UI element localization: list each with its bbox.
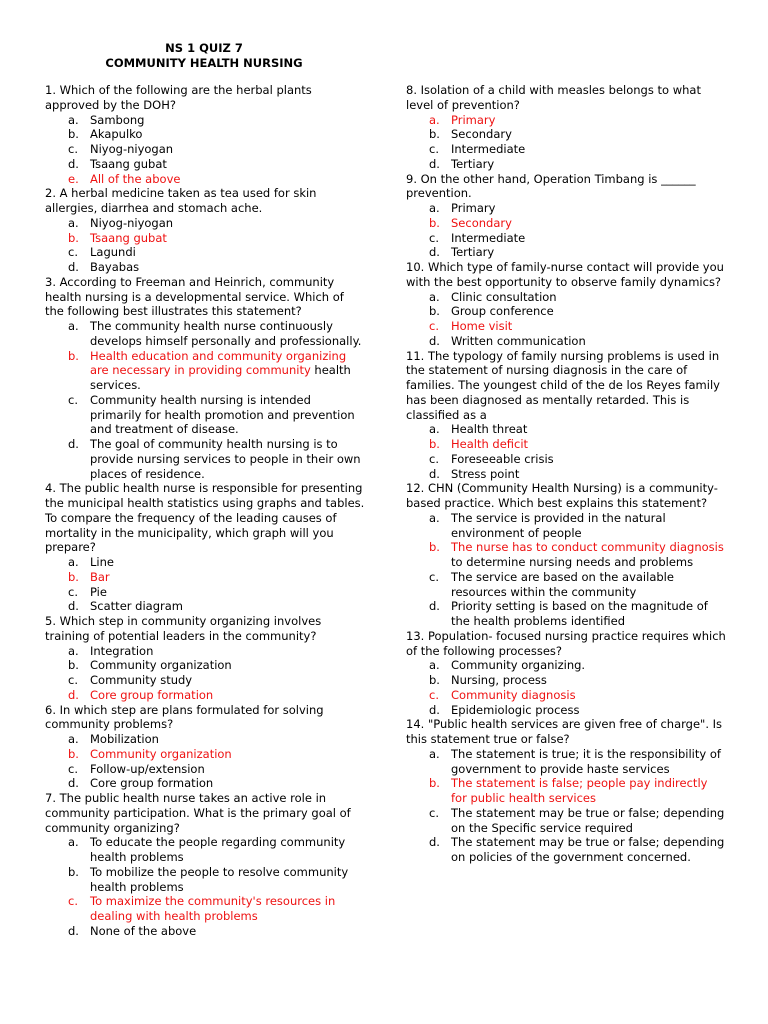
answer-option (45, 747, 365, 762)
question-block (406, 83, 726, 172)
option-text: The goal of community health nursing is to provide nursing services to people in their own places of residence. (90, 437, 361, 481)
question-text: 5. Which step in community organizing involves training of potential leaders in the community? (45, 614, 322, 643)
option-text: The statement is true; it is the responsibility of government to provide haste services (451, 746, 721, 776)
option-letter: c. (68, 392, 78, 407)
option-letter: a. (68, 555, 79, 569)
option-text: To educate the people regarding community health problems (90, 835, 346, 864)
option-text: Community organization (90, 746, 232, 761)
option-letter: b. (429, 437, 440, 451)
option-item (45, 732, 365, 747)
question-block (406, 172, 726, 261)
option-text: Community organization (90, 658, 232, 673)
option-list (45, 732, 365, 791)
option-letter: b. (68, 569, 79, 584)
option-item (45, 113, 365, 128)
option-text: To maximize the community's resources in dealing with health problems (90, 894, 336, 923)
option-text: Mobilization (90, 732, 159, 746)
option-letter: c. (429, 142, 439, 156)
option-letter: d. (429, 156, 440, 171)
option-text: The statement is false; people pay indirectly for public health services (451, 776, 708, 805)
question-text: 11. The typology of family nursing problems is used in the statement of nursing diagnosis in the care of families. The youngest child of the de los Reyes family has been diagnosed as mentally retarded. This is classified as a (406, 348, 720, 422)
option-text: Niyog-niyogan (90, 215, 174, 230)
answer-option (45, 570, 365, 585)
question-block (406, 629, 726, 718)
option-item (45, 673, 365, 688)
option-text: All of the above (90, 171, 181, 186)
option-letter: b. (68, 230, 79, 245)
option-text: Tsaang gubat (90, 156, 167, 171)
option-text: Priority setting is based on the magnitude of the health problems identified (451, 599, 708, 628)
option-letter: b. (68, 746, 79, 761)
option-item (406, 658, 726, 673)
option-text: Community organizing. (451, 658, 586, 673)
option-letter: d. (68, 156, 79, 171)
question-text: 3. According to Freeman and Heinrich, community health nursing is a developmental service. Which of the following best illustrates this statement? (45, 274, 344, 319)
option-letter: a. (68, 215, 79, 230)
option-text: Community diagnosis (451, 687, 576, 702)
option-text: Sambong (90, 112, 145, 127)
option-item (45, 555, 365, 570)
option-item (406, 806, 726, 836)
option-item (45, 924, 365, 939)
option-letter: c. (68, 673, 78, 687)
option-item (45, 142, 365, 157)
option-letter: d. (68, 776, 79, 791)
left-question-column (45, 83, 365, 939)
option-letter: b. (429, 540, 440, 555)
answer-option (406, 540, 726, 570)
answer-option (406, 113, 726, 128)
option-text: Health threat (451, 422, 528, 437)
option-letter: a. (429, 112, 440, 127)
option-text: Niyog-niyogan (90, 142, 174, 156)
option-text: The service is provided in the natural environment of people (451, 510, 666, 540)
option-text: The statement may be true or false; depending on policies of the government concerned. (451, 835, 725, 864)
answer-option (406, 776, 726, 806)
option-letter: a. (68, 112, 79, 127)
option-letter: c. (68, 761, 78, 776)
question-block (45, 791, 365, 939)
option-item (406, 231, 726, 246)
option-list (406, 113, 726, 172)
option-text: Line (90, 555, 114, 569)
option-text: Akapulko (90, 127, 143, 142)
option-item (406, 570, 726, 600)
option-letter: a. (429, 746, 440, 761)
question-block (45, 83, 365, 186)
option-text: Primary (451, 201, 496, 215)
option-letter: e. (68, 171, 79, 186)
option-letter: b. (429, 304, 440, 319)
option-list (45, 319, 365, 481)
option-text: Integration (90, 643, 154, 658)
option-item (45, 245, 365, 260)
option-list (45, 835, 365, 938)
option-letter: b. (429, 776, 440, 791)
option-letter: a. (429, 201, 440, 215)
question-text: 13. Population- focused nursing practice requires which of the following processes? (406, 628, 726, 658)
quiz-title: NS 1 QUIZ 7 (165, 41, 243, 55)
option-text: Tertiary (451, 245, 495, 260)
option-letter: a. (429, 422, 440, 437)
option-text: Pie (90, 584, 107, 599)
option-text: The community health nurse continuously develops himself personally and professionally. (90, 319, 362, 348)
option-text: Nursing, process (451, 673, 547, 687)
option-text: Epidemiologic process (451, 702, 580, 717)
option-letter: a. (429, 658, 440, 673)
option-item (45, 658, 365, 673)
option-item (406, 673, 726, 688)
option-list (406, 747, 726, 865)
option-letter: b. (68, 864, 79, 879)
option-letter: d. (68, 687, 79, 702)
option-item (406, 290, 726, 305)
option-list (45, 555, 365, 614)
option-text: Community study (90, 673, 193, 687)
option-text: Group conference (451, 304, 554, 319)
question-block (45, 703, 365, 792)
option-letter: a. (429, 510, 440, 525)
option-item (406, 835, 726, 865)
answer-option (45, 894, 365, 924)
option-item (45, 644, 365, 659)
option-letter: b. (429, 127, 440, 142)
option-item (406, 157, 726, 172)
option-item (406, 334, 726, 349)
option-text: Health education and community organizing are necessary in providing community (90, 348, 347, 378)
option-item (45, 865, 365, 895)
answer-option (406, 688, 726, 703)
option-text: Intermediate (451, 230, 526, 245)
option-item (406, 703, 726, 718)
option-list (45, 113, 365, 187)
option-text: Follow-up/extension (90, 761, 205, 776)
option-list (406, 511, 726, 629)
option-letter: d. (429, 835, 440, 850)
question-text: 1. Which of the following are the herbal plants approved by the DOH? (45, 83, 312, 112)
option-text: Bar (90, 569, 110, 584)
answer-option (406, 319, 726, 334)
option-letter: a. (68, 732, 79, 746)
option-letter: c. (68, 894, 78, 909)
option-item (45, 319, 365, 349)
option-text: Tsaang gubat (90, 230, 167, 245)
option-letter: c. (429, 569, 439, 584)
option-item (406, 452, 726, 467)
option-text: Secondary (451, 215, 512, 230)
question-text: 2. A herbal medicine taken as tea used for skin allergies, diarrhea and stomach ache. (45, 186, 317, 215)
option-item (406, 304, 726, 319)
option-item (406, 599, 726, 629)
question-block (406, 349, 726, 482)
option-letter: d. (68, 260, 79, 274)
option-item (45, 157, 365, 172)
option-letter: a. (68, 643, 79, 658)
option-list (406, 290, 726, 349)
option-text: Health deficit (451, 437, 529, 451)
option-text: Clinic consultation (451, 289, 557, 304)
option-letter: d. (68, 437, 79, 451)
question-text: 12. CHN (Community Health Nursing) is a community-based practice. Which best explains this statement? (406, 481, 718, 510)
option-letter: d. (429, 466, 440, 481)
option-letter: c. (429, 319, 439, 333)
option-text: Core group formation (90, 687, 214, 702)
option-item (406, 201, 726, 216)
option-item (45, 762, 365, 777)
answer-option (45, 349, 365, 393)
option-letter: c. (429, 805, 439, 820)
option-item (406, 142, 726, 157)
option-text-continued: to determine nursing needs and problems (451, 555, 694, 569)
option-text: None of the above (90, 923, 197, 938)
question-text: 14. "Public health services are given free of charge". Is this statement true or false? (406, 717, 723, 746)
option-text: The statement may be true or false; depending on the Specific service required (451, 805, 725, 835)
answer-option (406, 216, 726, 231)
option-text: Intermediate (451, 142, 526, 156)
option-list (45, 216, 365, 275)
option-item (45, 260, 365, 275)
right-question-column (406, 83, 726, 865)
option-text: Home visit (451, 319, 513, 333)
option-letter: d. (68, 599, 79, 614)
option-text: The nurse has to conduct community diagnosis (451, 540, 724, 555)
option-item (45, 599, 365, 614)
option-text: Tertiary (451, 156, 495, 171)
option-letter: b. (68, 127, 79, 142)
question-text: 9. On the other hand, Operation Timbang is ______ prevention. (406, 171, 696, 201)
option-item (45, 585, 365, 600)
option-letter: a. (68, 319, 79, 333)
option-item (406, 747, 726, 777)
option-item (406, 127, 726, 142)
option-letter: d. (68, 923, 79, 938)
option-text: Secondary (451, 127, 512, 142)
option-letter: c. (68, 245, 78, 260)
option-letter: d. (429, 245, 440, 260)
option-letter: a. (68, 835, 79, 850)
answer-option (406, 437, 726, 452)
option-letter: c. (429, 230, 439, 245)
option-letter: c. (429, 687, 439, 702)
option-list (406, 658, 726, 717)
question-text: 8. Isolation of a child with measles belongs to what level of prevention? (406, 83, 701, 112)
option-letter: b. (429, 215, 440, 230)
question-text: 6. In which step are plans formulated for solving community problems? (45, 702, 324, 732)
answer-option (45, 231, 365, 246)
option-text: Community health nursing is intended primarily for health promotion and prevention and treatment of disease. (90, 392, 355, 437)
option-text: Primary (451, 112, 496, 127)
answer-option (45, 688, 365, 703)
option-list (45, 644, 365, 703)
option-letter: d. (429, 599, 440, 614)
quiz-subtitle: COMMUNITY HEALTH NURSING (105, 56, 303, 70)
option-item (406, 422, 726, 437)
answer-option (45, 172, 365, 187)
option-text-continued: health services. (90, 363, 351, 392)
option-letter: c. (68, 142, 78, 156)
option-text: Bayabas (90, 260, 140, 274)
question-text: 7. The public health nurse takes an active role in community participation. What is the primary goal of community organizing? (45, 791, 351, 835)
question-block (406, 717, 726, 865)
option-item (45, 835, 365, 865)
option-item (406, 511, 726, 541)
option-item (406, 467, 726, 482)
option-list (406, 422, 726, 481)
option-item (45, 216, 365, 231)
question-block (45, 614, 365, 703)
question-block (45, 275, 365, 482)
option-item (45, 393, 365, 437)
option-text: Written communication (451, 333, 586, 348)
question-block (45, 186, 365, 275)
option-text: Core group formation (90, 776, 214, 791)
option-letter: a. (429, 289, 440, 304)
option-letter: c. (68, 584, 78, 599)
question-block (406, 260, 726, 349)
option-text: To mobilize the people to resolve community health problems (90, 864, 349, 894)
option-text: The service are based on the available resources within the community (451, 569, 674, 599)
question-block (45, 481, 365, 614)
option-text: Foreseeable crisis (451, 451, 554, 466)
option-letter: c. (429, 451, 439, 466)
option-item (45, 437, 365, 481)
option-text: Scatter diagram (90, 599, 183, 614)
option-letter: d. (429, 702, 440, 717)
option-list (406, 201, 726, 260)
option-letter: d. (429, 333, 440, 348)
option-text: Lagundi (90, 245, 136, 260)
option-item (406, 245, 726, 260)
question-text: 10. Which type of family-nurse contact will provide you with the best opportunity to observe family dynamics? (406, 260, 724, 289)
option-text: Stress point (451, 466, 520, 481)
question-text: 4. The public health nurse is responsible for presenting the municipal health statistics using graphs and tables. To compare the frequency of the leading causes of mortality in the municipality, which graph will you prepare? (45, 481, 365, 555)
option-letter: b. (429, 673, 440, 687)
option-item (45, 776, 365, 791)
option-letter: b. (68, 658, 79, 673)
option-letter: b. (68, 348, 79, 363)
option-item (45, 127, 365, 142)
question-block (406, 481, 726, 629)
